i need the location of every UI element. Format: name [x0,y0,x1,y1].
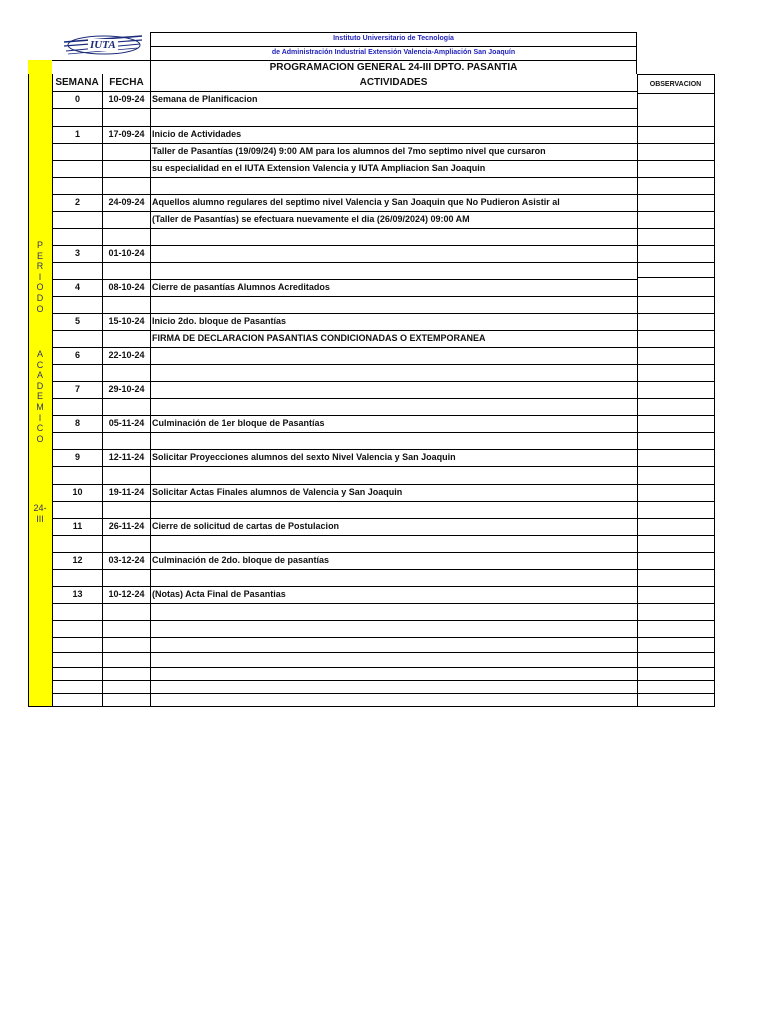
cell-observation[interactable] [638,109,714,126]
cell-activity [151,502,636,518]
cell-week-number: 5 [74,316,80,326]
cell-week-number [53,502,102,518]
cell-observation[interactable] [638,127,714,143]
cell-week-number [53,638,102,652]
cell-date: 22-10-24 [108,350,145,360]
grid-line-horizontal [637,74,714,75]
cell-date: 10-09-24 [108,94,145,104]
cell-week-number [53,668,102,680]
cell-date [103,502,150,518]
cell-observation[interactable] [638,467,714,484]
cell-observation[interactable] [638,553,714,569]
cell-observation[interactable] [638,536,714,552]
cell-week-number [53,433,102,449]
grid-line-vertical [714,74,715,706]
cell-date: 08-10-24 [108,282,145,292]
cell-week-number: 3 [74,248,80,258]
cell-observation[interactable] [638,178,714,194]
cell-week-number [53,365,102,381]
cell-week-number [53,161,102,177]
grid-line-vertical [28,74,29,707]
cell-observation[interactable] [638,570,714,586]
cell-activity: su especialidad en el IUTA Extension Valencia y IUTA Ampliacion San Joaquin [152,163,486,173]
column-header-activities: ACTIVIDADES [359,77,428,88]
side-label-periodo: P E R I O D O [36,240,44,314]
cell-activity [151,536,636,552]
cell-date [103,161,150,177]
grid-line-horizontal [52,693,637,694]
cell-observation[interactable] [638,638,714,652]
cell-observation[interactable] [638,433,714,449]
cell-date: 19-11-24 [108,487,145,497]
cell-activity: Aquellos alumno regulares del septimo nivel Valencia y San Joaquin que No Pudieron Asistir al [152,197,560,207]
page-title: PROGRAMACION GENERAL 24-III DPTO. PASANTIA [269,62,518,73]
cell-activity: Taller de Pasantías (19/09/24) 9:00 AM para los alumnos del 7mo septimo nivel que cursaron [152,146,546,156]
cell-week-number [53,621,102,637]
cell-activity [151,297,636,313]
cell-week-number [53,212,102,228]
grid-line-horizontal [637,693,714,694]
cell-observation[interactable] [638,621,714,637]
cell-activity: Cierre de pasantías Alumnos Acreditados [152,282,330,292]
cell-date: 15-10-24 [108,316,145,326]
cell-activity [151,653,636,667]
cell-week-number: 8 [74,418,80,428]
cell-observation[interactable] [638,681,714,693]
cell-week-number [53,536,102,552]
side-label-academico: A C A D E M I C O [36,349,44,444]
cell-date [103,365,150,381]
cell-activity [151,621,636,637]
cell-week-number [53,229,102,245]
cell-week-number: 1 [74,129,80,139]
cell-activity: Solicitar Actas Finales alumnos de Valencia y San Joaquin [152,487,403,497]
cell-week-number: 6 [74,350,80,360]
cell-week-number [53,109,102,126]
cell-observation[interactable] [638,382,714,398]
cell-activity [151,229,636,245]
cell-activity [151,382,636,398]
cell-activity [151,604,636,620]
cell-week-number [53,681,102,693]
cell-week-number: 9 [74,452,80,462]
cell-date [103,109,150,126]
cell-activity: Cierre de solicitud de cartas de Postulacion [152,521,340,531]
cell-date [103,433,150,449]
cell-activity: (Notas) Acta Final de Pasantias [152,589,286,599]
cell-week-number [53,144,102,160]
cell-week-number [53,570,102,586]
cell-observation[interactable] [638,297,714,313]
cell-observation[interactable] [638,519,714,535]
cell-week-number: 12 [72,555,83,565]
cell-observation[interactable] [638,229,714,245]
column-header-observation: OBSERVACION [649,81,702,88]
cell-date: 01-10-24 [108,248,145,258]
cell-week-number: 0 [74,94,80,104]
cell-observation[interactable] [638,246,714,262]
cell-date: 26-11-24 [108,521,145,531]
cell-activity [151,433,636,449]
cell-observation[interactable] [638,263,714,279]
cell-observation[interactable] [638,280,714,296]
cell-date: 10-12-24 [108,589,145,599]
cell-week-number: 11 [72,521,83,531]
cell-date [103,653,150,667]
cell-week-number: 2 [74,197,80,207]
cell-week-number [53,467,102,484]
cell-activity: (Taller de Pasantías) se efectuara nuevamente el dia (26/09/2024) 09:00 AM [152,214,470,224]
cell-activity: Culminación de 1er bloque de Pasantías [152,418,325,428]
cell-observation[interactable] [638,416,714,432]
side-label-term: 24- III [33,503,47,524]
cell-date [103,212,150,228]
cell-date: 03-12-24 [108,555,145,565]
cell-date [103,144,150,160]
cell-activity [151,399,636,415]
cell-observation[interactable] [638,144,714,160]
cell-activity [151,681,636,693]
cell-week-number [53,331,102,347]
cell-date: 05-11-24 [108,418,145,428]
cell-activity [151,109,636,126]
cell-activity [151,570,636,586]
cell-date: 29-10-24 [108,384,145,394]
cell-week-number: 10 [72,487,83,497]
cell-activity [151,638,636,652]
cell-activity: FIRMA DE DECLARACION PASANTIAS CONDICIONADAS O EXTEMPORANEA [152,333,486,343]
column-header-date: FECHA [109,77,144,88]
cell-activity [151,348,636,364]
cell-observation[interactable] [638,653,714,667]
cell-activity [151,178,636,194]
cell-week-number [53,263,102,279]
cell-activity: Inicio de Actividades [152,129,242,139]
cell-date [103,681,150,693]
cell-date [103,229,150,245]
cell-activity [151,246,636,262]
cell-observation[interactable] [638,485,714,501]
cell-activity [151,263,636,279]
cell-activity [151,467,636,484]
cell-week-number [53,297,102,313]
cell-date [103,638,150,652]
cell-week-number: 4 [74,282,80,292]
cell-date [103,399,150,415]
column-header-week: SEMANA [55,77,99,88]
cell-date: 17-09-24 [108,129,145,139]
cell-observation[interactable] [638,668,714,680]
cell-observation[interactable] [638,450,714,466]
cell-activity: Solicitar Proyecciones alumnos del sexto Nivel Valencia y San Joaquin [152,452,456,462]
cell-date [103,467,150,484]
cell-activity: Inicio 2do. bloque de Pasantías [152,316,287,326]
cell-date [103,604,150,620]
cell-activity: Culminación de 2do. bloque de pasantías [152,555,330,565]
cell-week-number: 7 [74,384,80,394]
logo-text: IUTA [90,39,116,51]
cell-date: 12-11-24 [108,452,145,462]
cell-week-number [53,178,102,194]
iuta-logo [62,32,144,58]
cell-observation[interactable] [638,314,714,330]
cell-week-number: 13 [72,589,83,599]
cell-activity [151,668,636,680]
cell-observation[interactable] [638,348,714,364]
cell-observation[interactable] [638,502,714,518]
cell-date: 24-09-24 [108,197,145,207]
cell-observation[interactable] [638,212,714,228]
cell-activity: Semana de Planificacion [152,94,258,104]
cell-observation[interactable] [638,399,714,415]
cell-date [103,297,150,313]
cell-week-number [53,653,102,667]
cell-date [103,263,150,279]
cell-observation[interactable] [638,587,714,603]
cell-observation[interactable] [638,365,714,381]
cell-date [103,178,150,194]
cell-date [103,668,150,680]
grid-line-horizontal [28,706,715,707]
cell-date [103,536,150,552]
cell-week-number [53,399,102,415]
cell-week-number [53,604,102,620]
cell-observation[interactable] [638,331,714,347]
institution-line-1: Instituto Universitario de Tecnología [333,35,454,42]
institution-line-2: de Administración Industrial Extensión Valencia-Ampliación San Joaquín [271,49,516,56]
cell-date [103,621,150,637]
cell-observation[interactable] [638,604,714,620]
cell-observation[interactable] [638,92,714,108]
cell-date [103,331,150,347]
cell-date [103,570,150,586]
cell-activity [151,365,636,381]
cell-observation[interactable] [638,195,714,211]
cell-observation[interactable] [638,161,714,177]
